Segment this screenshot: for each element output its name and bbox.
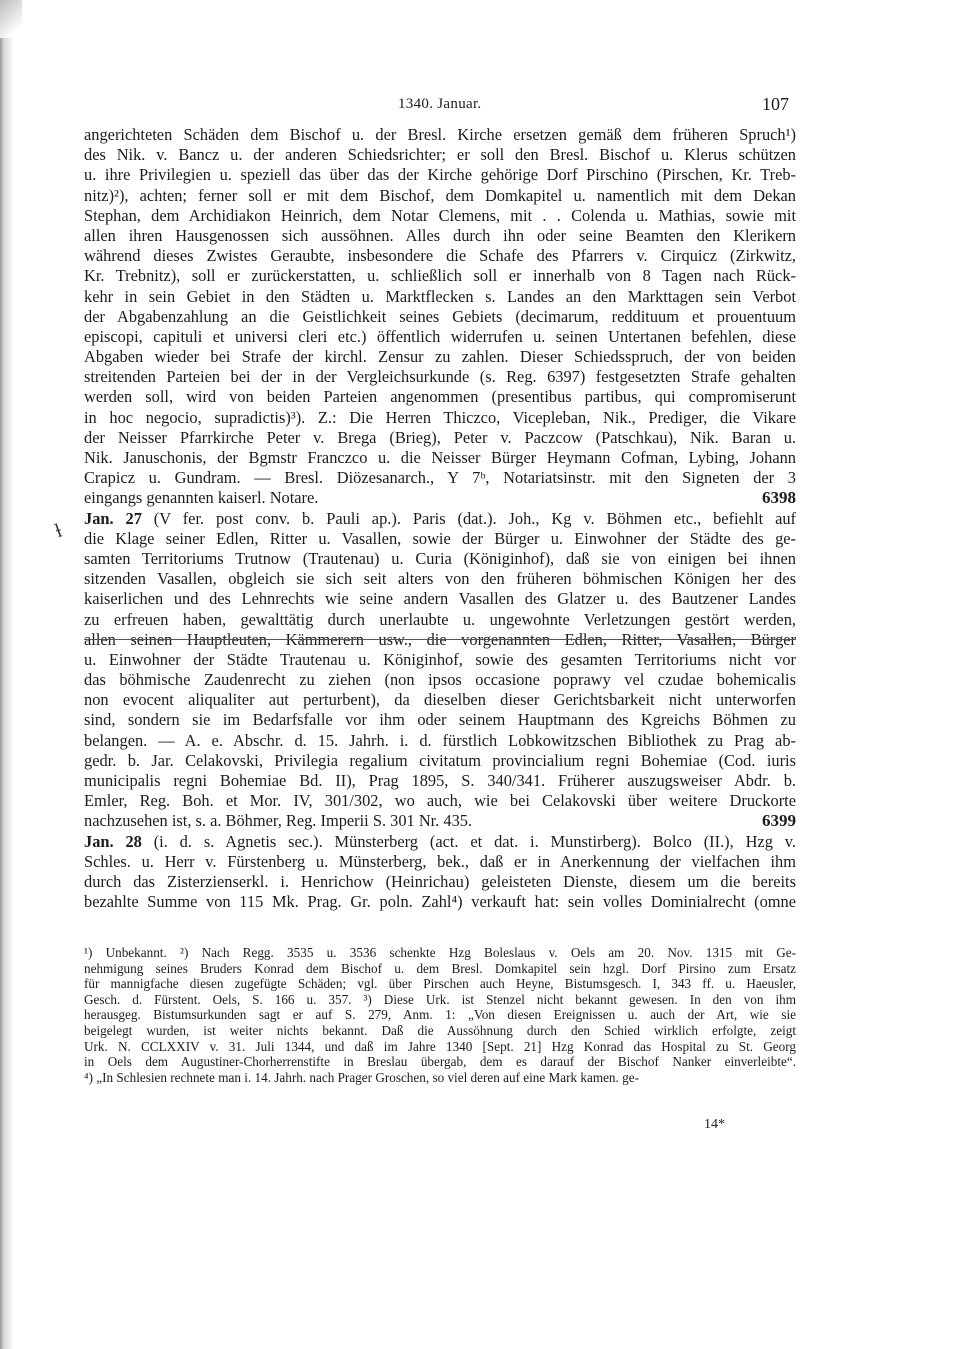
text-line: samten Territoriums Trutnow (Trautenau) u. Curia (Königinhof), daß sie von einigen bei ihnen — [84, 548, 796, 568]
text-line: Abgaben wieder bei Strafe der kirchl. Zensur zu zahlen. Dieser Schiedsspruch, der von beiden — [84, 347, 796, 367]
footnote-line: ¹) Unbekannt. ²) Nach Regg. 3535 u. 3536 schenkte Hzg Boleslaus v. Oels am 20. Nov. 1315 mit Ge- — [84, 945, 796, 960]
signature-mark: 14* — [704, 1117, 725, 1132]
footnotes — [84, 945, 796, 1085]
entry-heading-text: (V fer. post conv. b. Pauli ap.). Paris (dat.). Joh., Kg v. Böhmen etc., befiehlt auf — [141, 508, 797, 528]
footnote-line: nehmigung seines Bruders Konrad dem Bischof u. dem Bresl. Domkapitel sein hzgl. Dorf Pirsino zum Ersatz — [84, 960, 796, 976]
footnote-line: in Oels dem Augustiner-Chorherrenstifte in Breslau übergab, dem es darauf der Bischof Nanker einverleibte“. — [84, 1054, 796, 1070]
page-number: 107 — [762, 94, 789, 114]
entry-6399-lines — [84, 529, 796, 812]
text-line: während dieses Zwistes Geraubte, insbesondere die Schafe des Pfarrers v. Cirquicz (Zirkwitz, — [84, 246, 796, 266]
text-line: sitzenden Vasallen, obgleich sie sich seit alters von den früheren böhmischen Königen her des — [84, 569, 796, 589]
text-line: Schles. u. Herr v. Fürstenberg u. Münsterberg, bek., daß er in Anerkennung der vielfachen ihm — [84, 851, 796, 871]
footnote-line: beigelegt wurden, ist weiter nichts bekannt. Daß die Aussöhnung durch den Schied wirklich erfolgte, zeigt — [84, 1022, 796, 1038]
entry-6398-lines — [84, 125, 796, 488]
text-line: nitz)²), achten; ferner soll er mit dem Bischof, dem Domkapitel u. namentlich mit dem Dekan — [84, 185, 796, 205]
text-line: Nik. Januschonis, der Bgmstr Franczco u. die Neisser Bürger Heymann Cofman, Lybing, Johann — [84, 448, 796, 467]
text-line: episcopi, capituli et universi cleri etc.) öffentlich widerrufen u. seinen Untertanen befehlen, diese — [84, 326, 796, 346]
text-line: des Nik. v. Bancz u. der anderen Schiedsrichter; er soll den Bresl. Bischof u. Klerus schützen — [84, 145, 796, 165]
text-line: non evocent aliqualiter aut perturbent), da dieselben dieser Gerichtsbarkeit nicht unterworfen — [84, 690, 796, 710]
text-line: durch das Zisterzienserkl. i. Henrichow (Heinrichau) geleisteten Dienste, diesem um die bereits — [84, 871, 796, 891]
entry-heading-text: (i. d. s. Agnetis sec.). Münsterberg (act. et dat. i. Munstirberg). Bolco (II.), Hzg v. — [141, 831, 796, 851]
text-line: Kr. Trebnitz), soll er zurückerstatten, u. schließlich soll er innerhalb von 8 Tagen nach Rück- — [84, 266, 796, 286]
text-line: municipalis regni Bohemiae Bd. II), Prag 1895, S. 340/341. Früherer auszugsweiser Abdr. b. — [84, 771, 796, 790]
entry-date: Jan. 28 — [84, 831, 142, 851]
text-line: der Neisser Pfarrkirche Peter v. Brega (Brieg), Peter v. Paczcow (Patschkau), Nik. Baran u. — [84, 427, 796, 447]
text-line: belangen. — A. e. Abschr. d. 15. Jahrh. i. d. fürstlich Lobkowitzschen Bibliothek zu Prag ab- — [84, 730, 796, 750]
footnote-lines — [84, 945, 796, 1070]
text-line: Emler, Reg. Boh. et Mor. IV, 301/302, wo auch, wie bei Celakovski über weitere Druckorte — [84, 791, 796, 811]
margin-annotation-mark: ɫ — [52, 519, 65, 543]
text-line: allen ihren Hausgenossen sich aussöhnen. Alles durch ihn oder seine Beamten den Klerikern — [84, 225, 796, 245]
text-line: zu erfreuen haben, gewalttätig durch unerlaubte u. ungewohnte Verletzungen gestört werden, — [84, 609, 796, 629]
text-line: streitenden Parteien bei der in der Vergleichsurkunde (s. Reg. 6397) festgesetzten Strafe gehalten — [84, 367, 796, 387]
entry-heading — [84, 832, 796, 852]
footnote-line: Urk. N. CCLXXIV v. 31. Juli 1344, und daß im Jahre 1340 [Sept. 21] Hzg Konrad das Hospital zu St. Georg — [84, 1038, 796, 1054]
text-line: bezahlte Summe von 115 Mk. Prag. Gr. poln. Zahl⁴) verkauft hat: sein volles Dominialrecht (omne — [84, 892, 796, 912]
entry-6400 — [84, 832, 796, 913]
entry-6398-last-line — [84, 488, 796, 508]
text-line: kaiserlichen und des Lehnrechts wie seine andern Vasallen des Glatzer u. des Bautzener Landes — [84, 589, 796, 609]
text-line: sind, sondern sie im Bedarfsfalle vor ihm oder seinem Hauptmann des Kgreichs Böhmen zu — [84, 710, 796, 730]
text-line: werden soll, wird von beiden Parteien angenommen (presentibus partibus, qui compromiserunt — [84, 387, 796, 407]
text-line: kehr in sein Gebiet in den Städten u. Marktflecken s. Landes an den Markttagen sein Verbot — [84, 286, 796, 306]
entry-6399 — [84, 509, 796, 832]
footnote-line: ⁴) „In Schlesien rechnete man i. 14. Jahrh. nach Prager Groschen, so viel deren auf eine Mark kamen. ge- — [84, 1069, 639, 1085]
text-line: Crapicz u. Gundram. — Bresl. Diözesanarch., Y 7ᵇ, Notariatsinstr. mit den Signeten der 3 — [84, 468, 796, 488]
text-line: der Abgabenzahlung an die Geistlichkeit seines Gebiets (decimarum, reddituum et prouentuum — [84, 306, 796, 326]
regest-number: 6399 — [762, 811, 796, 831]
text-line: in hoc negocio, supradictis)³). Z.: Die Herren Thiczco, Vicepleban, Nik., Prediger, die Vikare — [84, 407, 796, 427]
text-line: Stephan, dem Archidiakon Heinrich, dem Notar Clemens, mit . . Colenda u. Mathias, sowie mit — [84, 205, 796, 225]
text-line: eingangs genannten kaiserl. Notare. — [84, 488, 319, 508]
footnote-line: herausgeg. Bistumsurkunden sagt er auf S. 279, Anm. 1: „Von diesen Ereignissen u. auch der Art, wie sie — [84, 1007, 796, 1023]
page-header — [0, 94, 960, 118]
entry-heading — [84, 509, 796, 529]
entry-6398 — [84, 125, 796, 509]
footnote-line: für mannigfache diesen zugefügte Schäden; vgl. über Pirschen auch Heyne, Bistumsgesch. I, 343 ff. u. Haeusler, — [84, 976, 796, 992]
text-line: u. ihre Privilegien u. speziell das über das der Kirche gehörige Dorf Pirschino (Pirschen, Kr. Treb- — [84, 165, 796, 185]
running-head: 1340. Januar. — [398, 96, 482, 112]
entry-date: Jan. 27 — [84, 508, 142, 528]
regest-number: 6398 — [762, 488, 796, 508]
text-line: die Klage seiner Edlen, Ritter u. Vasallen, sowie der Bürger u. Einwohner der Städte des ge- — [84, 528, 796, 548]
scan-corner-shadow — [0, 0, 22, 38]
text-line: nachzusehen ist, s. a. Böhmer, Reg. Imperii S. 301 Nr. 435. — [84, 811, 473, 831]
entry-6400-lines — [84, 852, 796, 913]
text-line: gedr. b. Jar. Celakovski, Privilegia regalium civitatum provincialium regni Bohemiae (Cod. iuris — [84, 750, 796, 770]
entry-6399-last-line — [84, 811, 796, 831]
main-text — [84, 125, 796, 912]
footnote-line: Gesch. d. Fürstent. Oels, S. 166 u. 357. ³) Diese Urk. ist Stenzel nicht bekannt gewesen. In den von ihm — [84, 991, 796, 1007]
text-line: das böhmische Zaudenrecht zu ziehen (non ipsos occasione poprawy vel czudae bohemicalis — [84, 670, 796, 690]
text-line: u. Einwohner der Städte Trautenau u. Königinhof, sowie des gesamten Territoriums nicht vor — [84, 649, 796, 669]
text-line: angerichteten Schäden dem Bischof u. der Bresl. Kirche ersetzen gemäß dem früheren Spruch¹) — [84, 125, 796, 144]
text-line: allen seinen Hauptleuten, Kämmerern usw., die vorgenannten Edlen, Ritter, Vasallen, Bürger — [84, 629, 796, 649]
scan-left-edge — [0, 0, 14, 1349]
